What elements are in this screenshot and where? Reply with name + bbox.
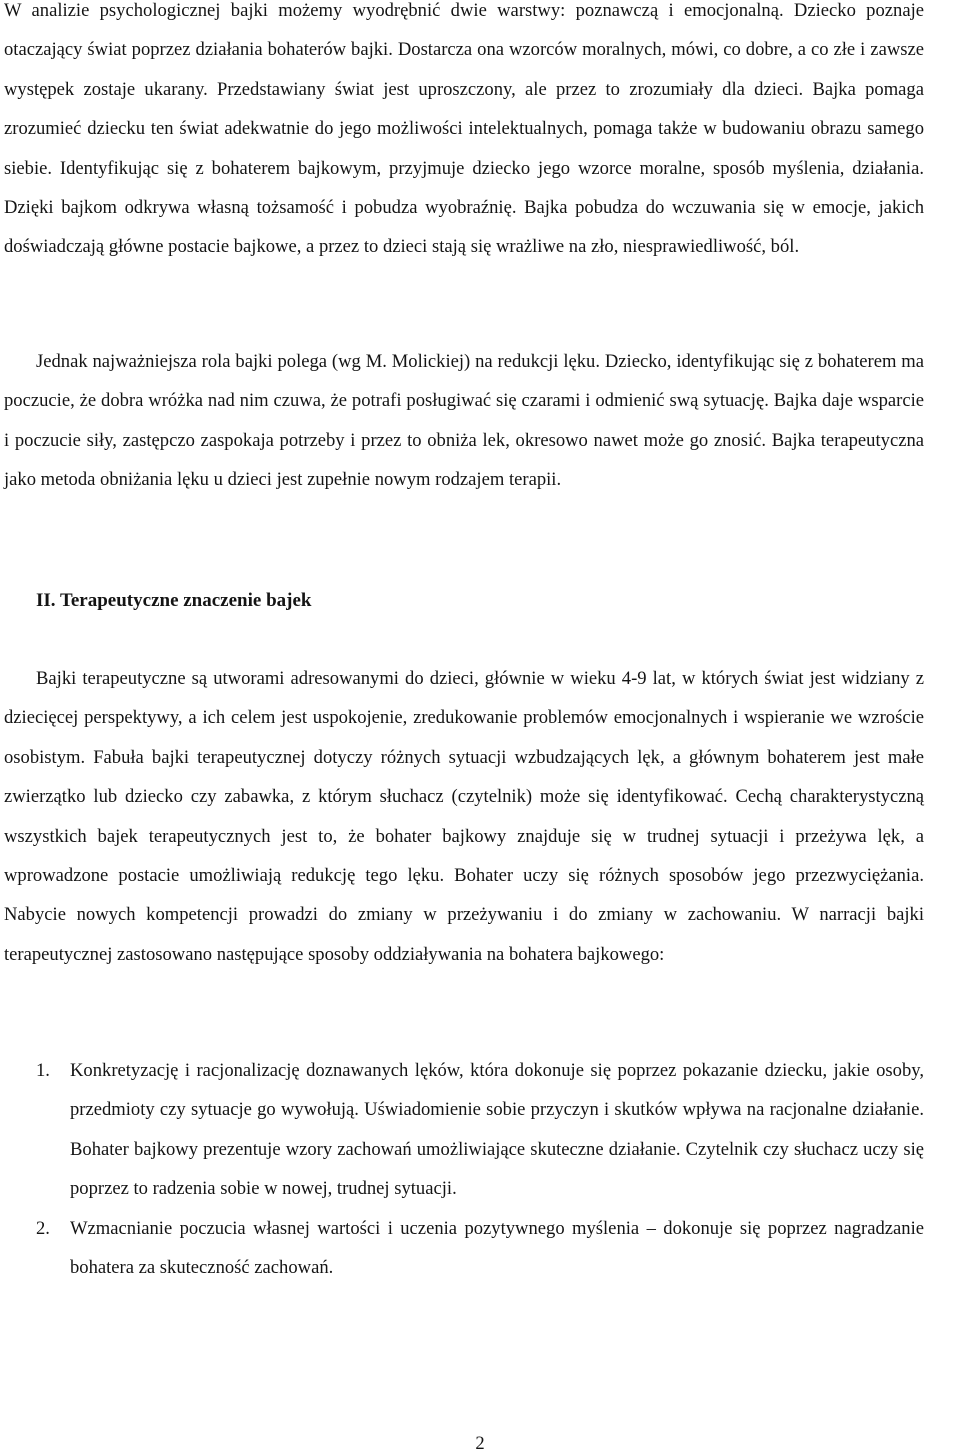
list-item-text: Wzmacnianie poczucia własnej wartości i uczenia pozytywnego myślenia – dokonuje się poprzez nagradzanie bohatera za skuteczność zachowań.: [70, 1217, 924, 1279]
section-heading: II. Terapeutyczne znaczenie bajek: [36, 590, 312, 611]
list-item: [4, 1051, 924, 1209]
list-item-text: Konkretyzację i racjonalizację doznawanych lęków, która dokonuje się poprzez pokazanie dziecku, jakie osoby, przedmioty czy sytuacje go wywołują. Uświadomienie sobie przyczyn i skutków wpływa na racjonalne działanie. Bohater bajkowy prezentuje wzory zachowań umożliwiające skuteczne działanie. Czytelnik czy słuchacz uczy się poprzez to radzenia sobie w nowej, trudnej sytuacji.: [70, 1060, 924, 1200]
page-number: 2: [475, 1433, 485, 1454]
paragraph-psychological-analysis: W analizie psychologicznej bajki możemy wyodrębnić dwie warstwy: poznawczą i emocjonalną. Dziecko poznaje otaczający świat poprzez działania bohaterów bajki. Dostarcza ona wzorców moralnych, mówi, co dobre, a co złe i zawsze występek zostaje ukarany. Przedstawiany świat jest uproszczony, ale przez to zrozumiały dla dzieci. Bajka pomaga zrozumieć dziecku ten świat adekwatnie do jego możliwości intelektualnych, pomaga także w budowaniu obrazu samego siebie. Identyfikując się z bohaterem bajkowym, przyjmuje dziecko jego wzorce moralne, sposób myślenia, działania. Dzięki bajkom odkrywa własną tożsamość i pobudza wyobraźnię. Bajka pobudza do wczuwania się w emocje, jakich doświadczają główne postacie bajkowe, a przez to dzieci stają się wrażliwe na zło, niesprawiedliwość, ból.: [4, 0, 924, 258]
list-item-number: 2.: [36, 1217, 50, 1239]
numbered-list: [4, 1051, 924, 1287]
list-item: [4, 1209, 924, 1288]
paragraph-anxiety-reduction: Jednak najważniejsza rola bajki polega (wg M. Molickiej) na redukcji lęku. Dziecko, identyfikując się z bohaterem ma poczucie, że dobra wróżka nad nim czuwa, że potrafi posługiwać się czarami i odmienić swą sytuację. Bajka daje wsparcie i poczucie siły, zastępczo zaspokaja potrzeby i przez to obniża lek, okresowo nawet może go znosić. Bajka terapeutyczna jako metoda obniżania lęku u dzieci jest zupełnie nowym rodzajem terapii.: [4, 351, 924, 491]
list-item-number: 1.: [36, 1060, 50, 1081]
paragraph-therapeutic-tales: Bajki terapeutyczne są utworami adresowanymi do dzieci, głównie w wieku 4-9 lat, w których świat jest widziany z dziecięcej perspektywy, a ich celem jest uspokojenie, zredukowanie problemów emocjonalnych i wspieranie we wzroście osobistym. Fabuła bajki terapeutycznej dotyczy różnych sytuacji wzbudzających lęk, a głównym bohaterem jest małe zwierzątko lub dziecko czy zabawka, z którym słuchacz (czytelnik) może się identyfikować. Cechą charakterystyczną wszystkich bajek terapeutycznych jest to, że bohater bajkowy znajduje się w trudnej sytuacji i przeżywa lęk, a wprowadzone postacie umożliwiają redukcję tego lęku. Bohater uczy się różnych sposobów jego przezwyciężania. Nabycie nowych kompetencji prowadzi do zmiany w przeżywaniu i do zmiany w zachowaniu. W narracji bajki terapeutycznej zastosowano następujące sposoby oddziaływania na bohatera bajkowego:: [4, 668, 924, 965]
